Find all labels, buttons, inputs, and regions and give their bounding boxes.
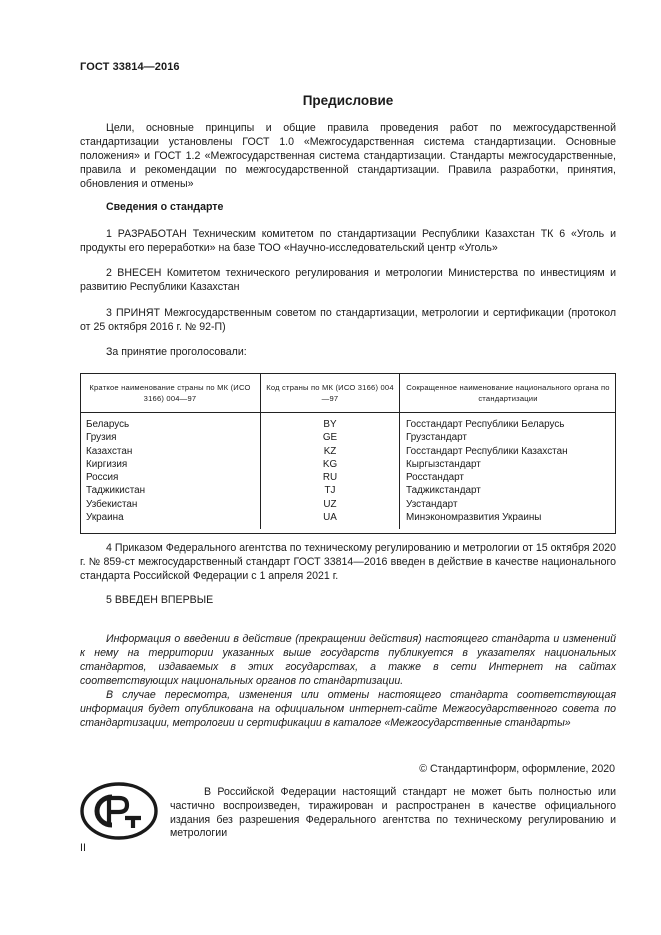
- country-cell: Киргизия: [86, 458, 128, 470]
- gost-r-certification-mark-icon: [80, 782, 158, 840]
- table-row: [80, 445, 616, 458]
- item-5-first-introduced: 5 ВВЕДЕН ВПЕРВЫЕ: [106, 594, 214, 606]
- table-row: [80, 511, 616, 529]
- authority-cell: Минэкономразвития Украины: [400, 511, 617, 529]
- authority-cell: Госстандарт Республики Казахстан: [400, 445, 617, 458]
- code-cell: KG: [261, 458, 400, 471]
- copyright-notice: В Российской Федерации настоящий стандарт не может быть полностью или частично воспроизведен, тиражирован и распространен в качестве официального издания без разрешения Федерального агентства по техническому регулированию и метрологии: [170, 786, 616, 840]
- item-2-submitted: 2 ВНЕСЕН Комитетом технического регулирования и метрологии Министерства по инвестициям и развитию Республики Казахстан: [80, 267, 616, 293]
- column-header-country: Краткое наименование страны по МК (ИСО 3166) 004—97: [80, 373, 261, 413]
- code-cell: UZ: [261, 498, 400, 511]
- authority-cell: Кыргызстандарт: [400, 458, 617, 471]
- intro-paragraph: Цели, основные принципы и общие правила проведения работ по межгосударственной стандартизации установлены ГОСТ 1.0 «Межгосударственная система стандартизации. Основные положения» и ГОСТ 1.2 «Межгосударственная система стандартизации. Стандарты межгосударственные, правила и рекомендации по межгосударственной стандартизации. Правила разработки, принятия, обновления и отмены»: [80, 122, 616, 190]
- table-row: [80, 498, 616, 511]
- voted-label: За принятие проголосовали:: [106, 346, 247, 358]
- authority-cell: Узстандарт: [400, 498, 617, 511]
- country-cell: Украина: [86, 512, 124, 524]
- code-cell: BY: [261, 413, 400, 432]
- item-3-adopted: 3 ПРИНЯТ Межгосударственным советом по стандартизации, метрологии и сертификации (протокол от 25 октября 2016 г. № 92-П): [80, 307, 616, 333]
- page-title: Предисловие: [302, 93, 394, 108]
- item-1-developed: 1 РАЗРАБОТАН Техническим комитетом по стандартизации Республики Казахстан ТК 6 «Уголь и продукты его переработки» на базе ТОО «Научно-исследовательский центр «Уголь»: [80, 228, 616, 254]
- code-cell: RU: [261, 471, 400, 484]
- table-row: [80, 458, 616, 471]
- code-cell: KZ: [261, 445, 400, 458]
- table-row: [80, 471, 616, 484]
- column-header-authority: Сокращенное наименование национального органа по стандартизации: [400, 373, 617, 413]
- country-cell: Грузия: [86, 432, 117, 444]
- section-title: Сведения о стандарте: [106, 201, 224, 213]
- code-cell: UA: [261, 511, 400, 529]
- country-cell: Узбекистан: [86, 498, 138, 510]
- table-header-row: [80, 373, 616, 413]
- copyright-line: © Стандартинформ, оформление, 2020: [419, 763, 615, 775]
- page-number: II: [80, 842, 86, 854]
- info-paragraph-1: Информация о введении в действие (прекращении действия) настоящего стандарта и изменений к нему на территории указанных выше государств публикуется в указателях национальных стандартов, издаваемых в этих государствах, а также в сети Интернет на сайтах соответствующих национальных органов по стандартизации.: [80, 633, 616, 687]
- country-cell: Россия: [86, 472, 119, 484]
- table-row: [80, 484, 616, 497]
- code-cell: GE: [261, 431, 400, 444]
- code-cell: TJ: [261, 484, 400, 497]
- authority-cell: Росстандарт: [400, 471, 617, 484]
- country-cell: Казахстан: [86, 445, 133, 457]
- document-id-header: ГОСТ 33814—2016: [80, 61, 180, 73]
- item-4-order: 4 Приказом Федерального агентства по техническому регулированию и метрологии от 15 октября 2020 г. № 859-ст межгосударственный стандарт ГОСТ 33814—2016 введен в действие в качестве национального стандарта Российской Федерации с 1 апреля 2021 г.: [80, 542, 616, 582]
- voting-countries-table: [80, 373, 616, 529]
- authority-cell: Госстандарт Республики Беларусь: [400, 413, 617, 432]
- country-cell: Беларусь: [86, 419, 130, 430]
- authority-cell: Грузстандарт: [400, 431, 617, 444]
- table-row: [80, 431, 616, 444]
- country-cell: Таджикистан: [86, 485, 146, 497]
- authority-cell: Таджикстандарт: [400, 484, 617, 497]
- table-row: [80, 413, 616, 432]
- column-header-code: Код страны по МК (ИСО 3166) 004—97: [261, 373, 400, 413]
- info-paragraph-2: В случае пересмотра, изменения или отмены настоящего стандарта соответствующая информация будет опубликована на официальном интернет-сайте Межгосударственного совета по стандартизации, метрологии и сертификации в каталоге «Межгосударственные стандарты»: [80, 689, 616, 729]
